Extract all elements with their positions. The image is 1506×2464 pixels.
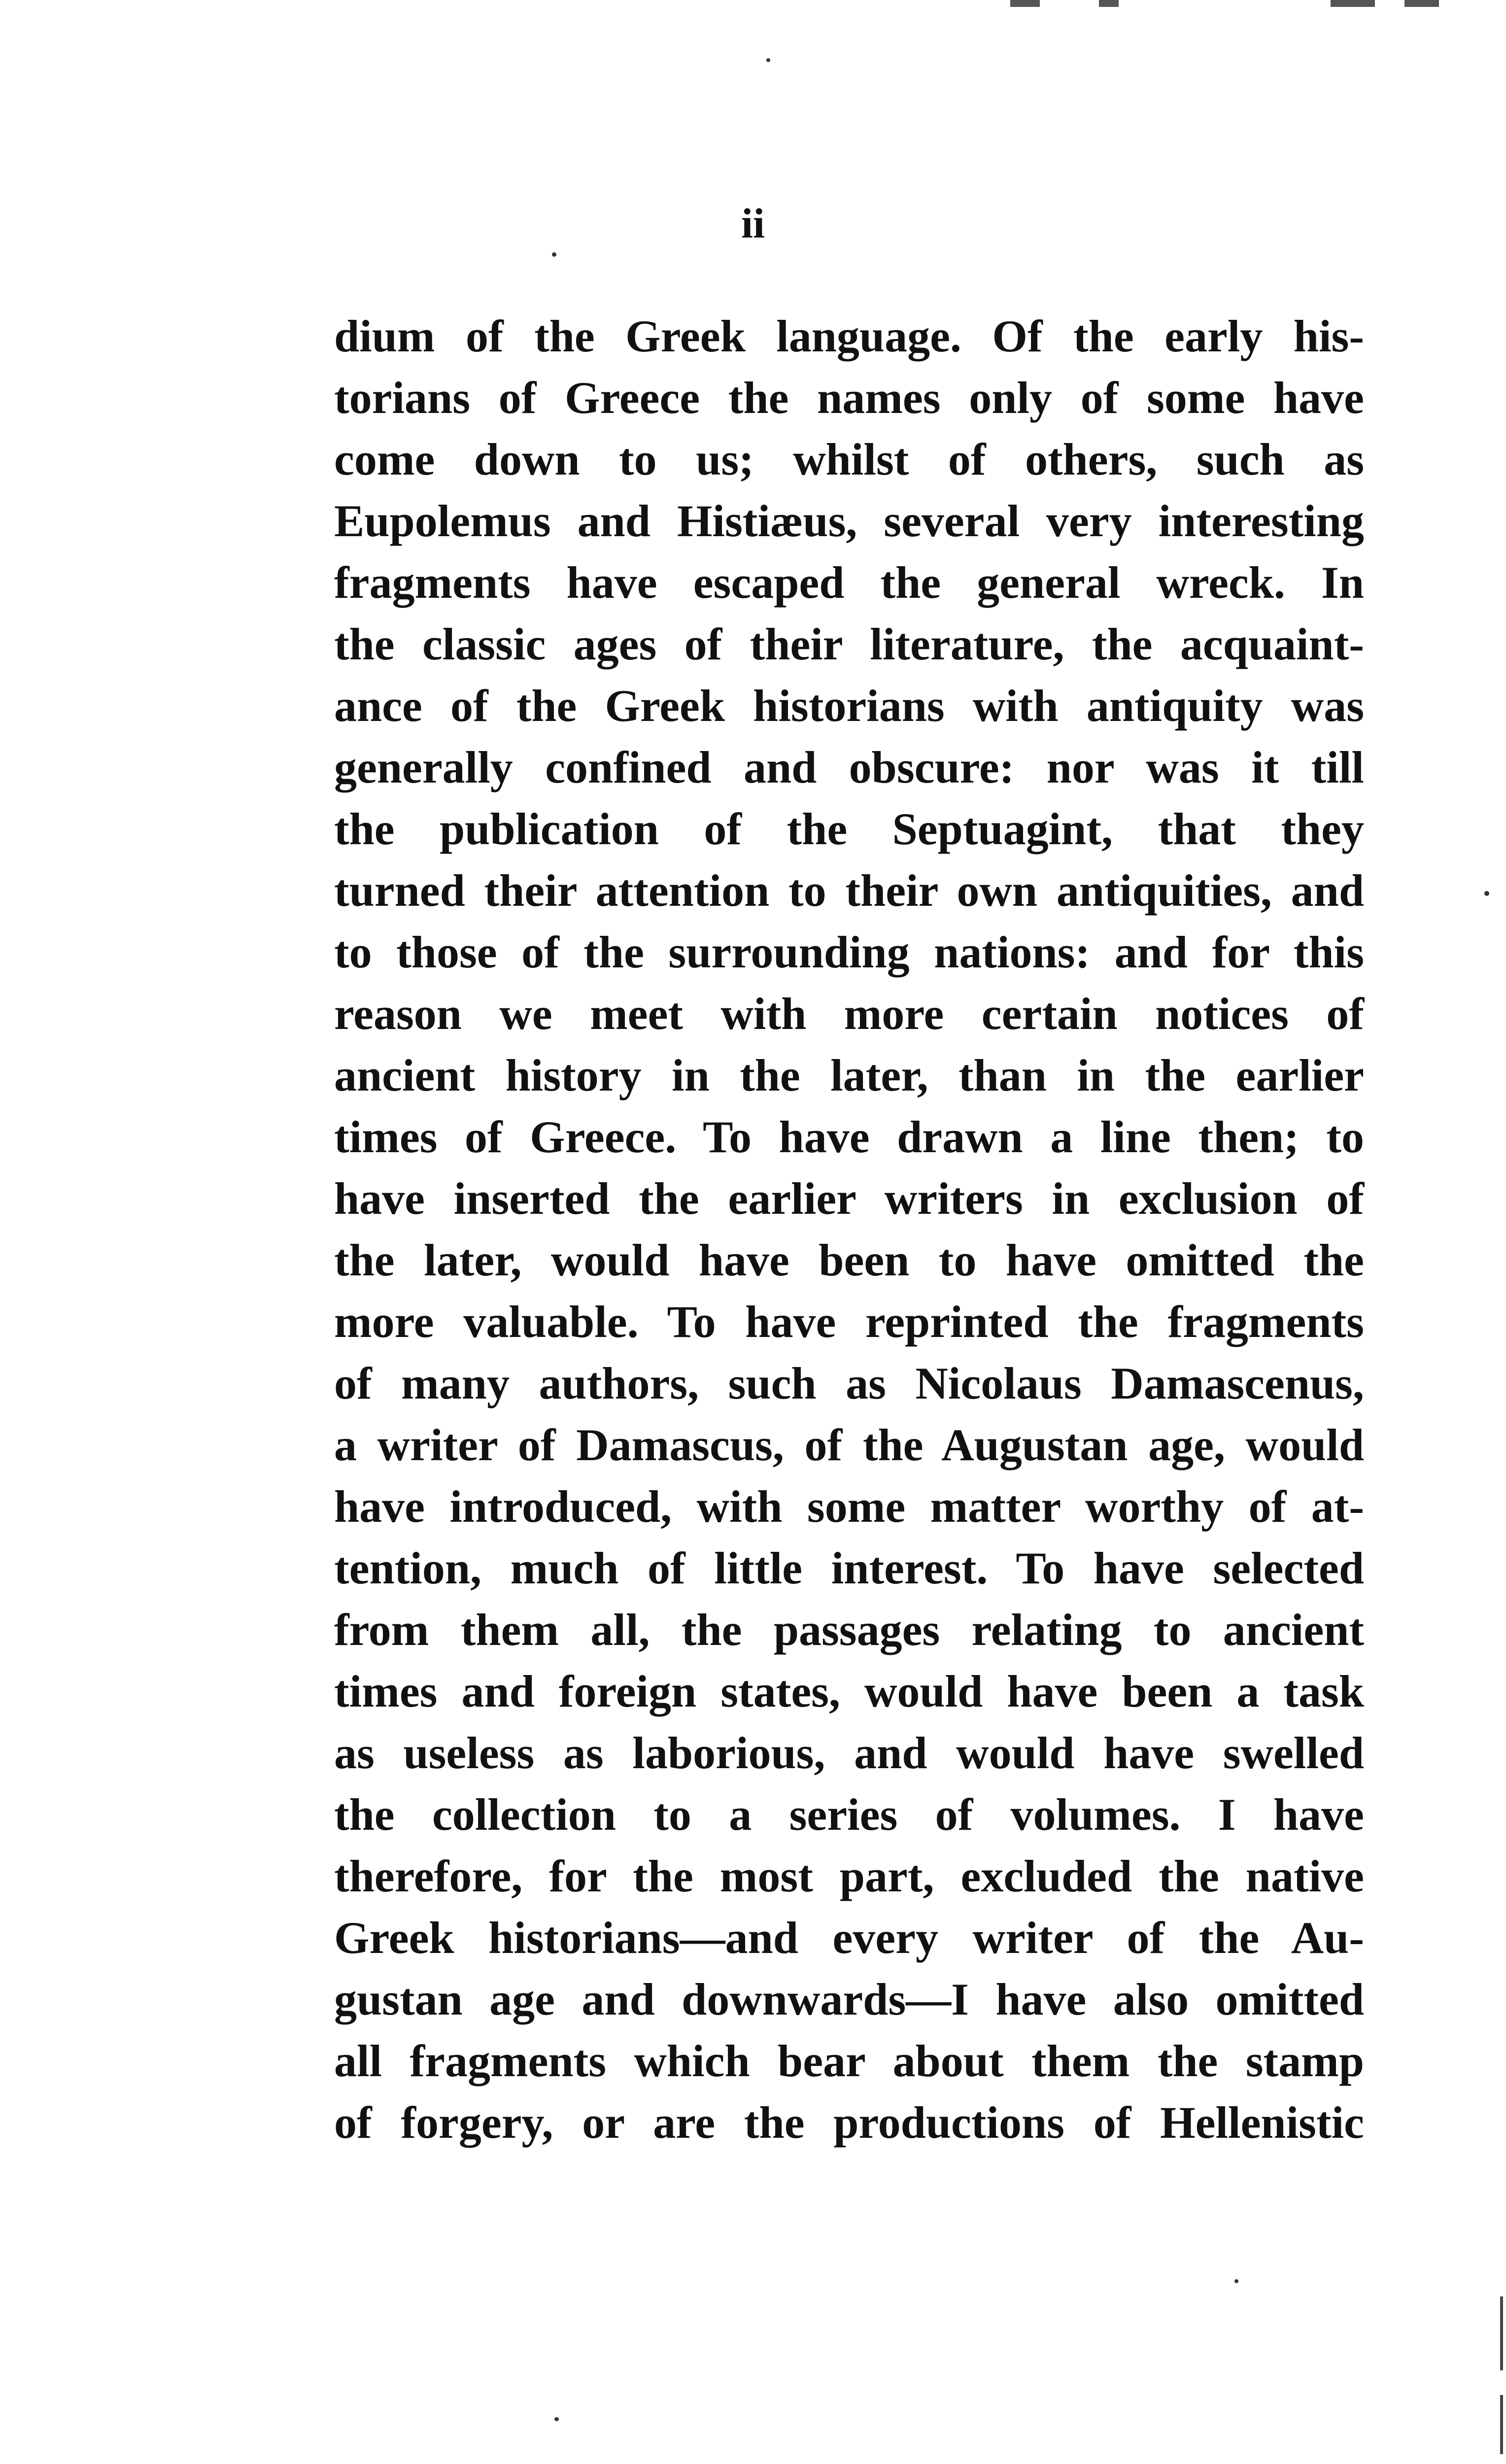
text-line: tention, much of little interest. To have selected <box>334 1543 1364 1593</box>
text-line: all fragments which bear about them the stamp <box>334 2036 1364 2086</box>
page-number: ii <box>741 200 765 247</box>
text-line: times of Greece. To have drawn a line then; to <box>334 1112 1364 1162</box>
text-line: turned their attention to their own antiquities, and <box>334 865 1364 916</box>
text-line: the later, would have been to have omitted the <box>334 1235 1364 1285</box>
text-line: ancient history in the later, than in the earlier <box>334 1050 1364 1100</box>
top-edge-mark <box>1404 0 1439 7</box>
text-line: generally confined and obscure: nor was it till <box>334 742 1364 792</box>
text-line: a writer of Damascus, of the Augustan age, would <box>334 1420 1364 1470</box>
top-edge-mark <box>1010 0 1040 7</box>
side-edge-mark <box>1500 2395 1503 2454</box>
text-line: times and foreign states, would have been a task <box>334 1666 1364 1716</box>
side-edge-mark <box>1500 2296 1503 2370</box>
text-line: more valuable. To have reprinted the fragments <box>334 1297 1364 1347</box>
top-edge-mark <box>1099 0 1119 7</box>
text-line: Eupolemus and Histiæus, several very interesting <box>334 496 1364 546</box>
text-line: come down to us; whilst of others, such as <box>334 434 1364 484</box>
text-line: torians of Greece the names only of some have <box>334 373 1364 423</box>
top-edge-mark <box>1331 0 1375 7</box>
scan-speck <box>1234 2279 1238 2283</box>
text-line: the publication of the Septuagint, that they <box>334 804 1364 854</box>
scan-speck <box>766 58 770 62</box>
text-line: the collection to a series of volumes. I have <box>334 1789 1364 1840</box>
text-line: Greek historians—and every writer of the Au- <box>334 1913 1364 1963</box>
text-line: therefore, for the most part, excluded the native <box>334 1851 1364 1901</box>
text-line: of many authors, such as Nicolaus Damascenus, <box>334 1358 1364 1408</box>
text-line: the classic ages of their literature, the acquaint- <box>334 619 1364 669</box>
text-line: ance of the Greek historians with antiquity was <box>334 681 1364 731</box>
text-line: fragments have escaped the general wreck. In <box>334 557 1364 608</box>
text-line: reason we meet with more certain notices of <box>334 989 1364 1039</box>
text-line: of forgery, or are the productions of Hellenistic <box>334 2097 1364 2148</box>
scan-speck <box>1484 891 1489 896</box>
text-line: from them all, the passages relating to ancient <box>334 1605 1364 1655</box>
text-line: have introduced, with some matter worthy of at- <box>334 1481 1364 1532</box>
text-line: to those of the surrounding nations: and for this <box>334 927 1364 977</box>
text-line: have inserted the earlier writers in exclusion of <box>334 1173 1364 1224</box>
body-text <box>334 306 1364 2154</box>
scan-speck <box>554 2417 559 2421</box>
text-line: as useless as laborious, and would have swelled <box>334 1728 1364 1778</box>
text-line: gustan age and downwards—I have also omitted <box>334 1974 1364 2024</box>
scan-speck <box>552 252 556 257</box>
text-line: dium of the Greek language. Of the early his- <box>334 311 1364 361</box>
